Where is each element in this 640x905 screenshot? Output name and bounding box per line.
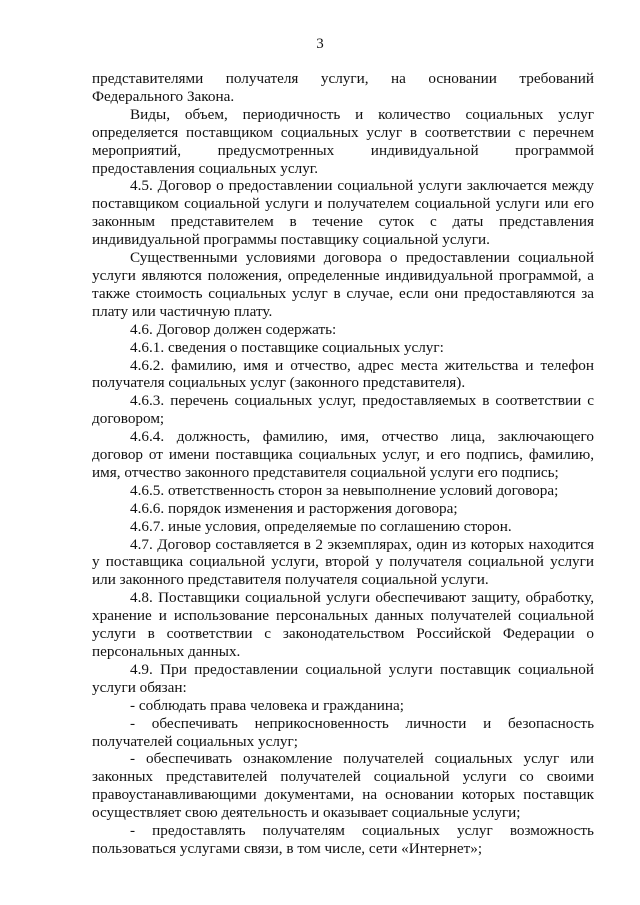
paragraph: 4.5. Договор о предоставлении социальной услуги заключается между поставщиком социальной услуги и получателем социальной услуги или его законным представителем в течение суток с даты представления индивидуальной программы поставщику социальной услуги. <box>92 177 594 249</box>
paragraph: 4.8. Поставщики социальной услуги обеспечивают защиту, обработку, хранение и использование персональных данных получателей социальной услуги в соответствии с законодательством Российской Федерации о персональных данных. <box>92 589 594 660</box>
paragraph: - обеспечивать неприкосновенность личности и безопасность получателей социальных услуг; <box>92 714 594 750</box>
paragraph: Виды, объем, периодичность и количество социальных услуг определяется поставщиком социальных услуг в соответствии с перечнем мероприятий, предусмотренных индивидуальной программой предоставления социальных услуг. <box>92 105 594 177</box>
body-text <box>92 70 594 858</box>
paragraph: 4.6.1. сведения о поставщике социальных услуг: <box>130 338 444 356</box>
paragraph: - обеспечивать ознакомление получателей социальных услуг или законных представителей получателей социальной услуги со своими правоустанавливающими документами, на основании которых поставщик осуществляет свою деятельность и оказывает социальные услуги; <box>92 750 594 822</box>
paragraph: 4.6.2. фамилию, имя и отчество, адрес места жительства и телефон получателя социальных услуг (законного представителя). <box>92 356 594 392</box>
paragraph: 4.7. Договор составляется в 2 экземплярах, один из которых находится у поставщика социальной услуги, второй у получателя социальной услуги или законного представителя получателя социальной услуги. <box>92 535 594 589</box>
paragraph: 4.6.3. перечень социальных услуг, предоставляемых в соответствии с договором; <box>92 392 594 428</box>
paragraph: 4.6.7. иные условия, определяемые по соглашению сторон. <box>130 517 512 535</box>
paragraph: 4.6. Договор должен содержать: <box>130 320 337 338</box>
paragraph: 4.9. При предоставлении социальной услуги поставщик социальной услуги обязан: <box>92 660 594 696</box>
paragraph: 4.6.6. порядок изменения и расторжения договора; <box>130 499 458 517</box>
paragraph: 4.6.4. должность, фамилию, имя, отчество лица, заключающего договор от имени поставщика социальных услуг, и его подпись, фамилию, имя, отчество законного представителя социальной услуги его подпись; <box>92 428 594 481</box>
paragraph: - соблюдать права человека и гражданина; <box>130 696 404 714</box>
paragraph: 4.6.5. ответственность сторон за невыполнение условий договора; <box>130 481 559 499</box>
paragraph: - предоставлять получателям социальных услуг возможность пользоваться услугами связи, в том числе, сети «Интернет»; <box>92 822 594 857</box>
page-number: 3 <box>316 36 324 52</box>
paragraph: представителями получателя услуги, на основании требований Федерального Закона. <box>92 70 594 105</box>
paragraph: Существенными условиями договора о предоставлении социальной услуги являются положения, определенные индивидуальной программой, а также стоимость социальных услуг в случае, если они предоставляются за плату или частичную плату. <box>92 249 594 320</box>
